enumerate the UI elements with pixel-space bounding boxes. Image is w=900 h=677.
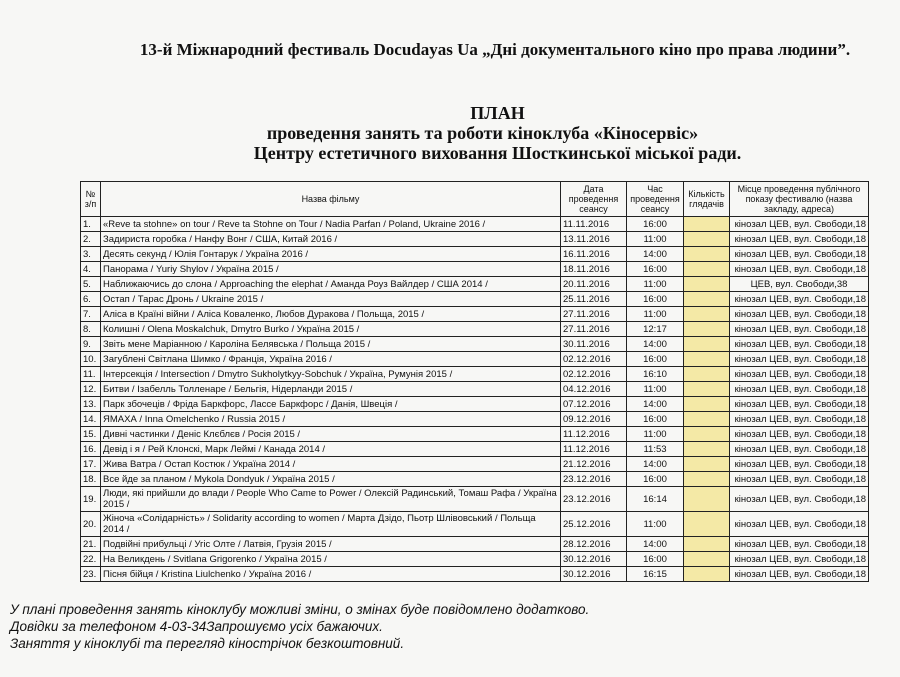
film-title-cell: Жива Ватра / Остап Костюк / Україна 2014 / [101,457,561,472]
session-date-cell: 09.12.2016 [561,412,627,427]
plan-organization: Центру естетичного виховання Шосткинської міської ради. [253,143,742,163]
session-time-cell: 11:00 [627,307,684,322]
session-time-cell: 14:00 [627,397,684,412]
venue-cell: ЦЕВ, вул. Свободи,38 [730,277,869,292]
venue-cell: кінозал ЦЕВ, вул. Свободи,18 [730,397,869,412]
table-row [81,427,869,442]
venue-cell: кінозал ЦЕВ, вул. Свободи,18 [730,567,869,582]
row-number-cell: 13. [81,397,101,412]
table-row [81,512,869,537]
film-title-cell: Все йде за планом / Mykola Dondyuk / Україна 2015 / [101,472,561,487]
row-number-cell: 1. [81,217,101,232]
viewers-count-cell [684,397,730,412]
session-time-cell: 14:00 [627,537,684,552]
table-row [81,352,869,367]
session-time-cell: 11:00 [627,382,684,397]
row-number-cell: 18. [81,472,101,487]
row-number-cell: 21. [81,537,101,552]
venue-cell: кінозал ЦЕВ, вул. Свободи,18 [730,217,869,232]
session-time-cell: 16:00 [627,217,684,232]
venue-cell: кінозал ЦЕВ, вул. Свободи,18 [730,427,869,442]
table-row [81,552,869,567]
session-date-cell: 23.12.2016 [561,487,627,512]
venue-cell: кінозал ЦЕВ, вул. Свободи,18 [730,552,869,567]
venue-cell: кінозал ЦЕВ, вул. Свободи,18 [730,537,869,552]
film-title-cell: Десять секунд / Юлія Гонтарук / Україна 2016 / [101,247,561,262]
venue-cell: кінозал ЦЕВ, вул. Свободи,18 [730,322,869,337]
festival-title: 13-й Міжнародний фестиваль Docudayas Ua „Дні документального кіно про права людини”. [139,40,851,59]
table-row [81,412,869,427]
viewers-count-cell [684,512,730,537]
venue-cell: кінозал ЦЕВ, вул. Свободи,18 [730,457,869,472]
film-title-cell: Звіть мене Маріанною / Кароліна Белявська / Польща 2015 / [101,337,561,352]
film-title-cell: Жіноча «Солідарність» / Solidarity according to women / Марта Дзідо, Пьотр Шлівовський / Польща 2014 / [101,512,561,537]
viewers-count-cell [684,367,730,382]
row-number-cell: 22. [81,552,101,567]
session-time-cell: 11:00 [627,232,684,247]
viewers-count-cell [684,552,730,567]
venue-cell: кінозал ЦЕВ, вул. Свободи,18 [730,307,869,322]
viewers-count-cell [684,537,730,552]
session-time-cell: 16:15 [627,567,684,582]
viewers-count-cell [684,382,730,397]
viewers-count-cell [684,412,730,427]
session-date-cell: 30.11.2016 [561,337,627,352]
row-number-cell: 10. [81,352,101,367]
table-row [81,567,869,582]
venue-cell: кінозал ЦЕВ, вул. Свободи,18 [730,512,869,537]
row-number-cell: 23. [81,567,101,582]
session-date-cell: 27.11.2016 [561,307,627,322]
table-row [81,262,869,277]
table-row [81,457,869,472]
session-date-cell: 11.12.2016 [561,442,627,457]
table-row [81,292,869,307]
table-row [81,472,869,487]
viewers-count-cell [684,427,730,442]
venue-cell: кінозал ЦЕВ, вул. Свободи,18 [730,472,869,487]
table-header-row [81,182,869,217]
session-date-cell: 21.12.2016 [561,457,627,472]
film-title-cell: Остап / Тарас Дронь / Ukraine 2015 / [101,292,561,307]
footer-notes [10,601,870,652]
row-number-cell: 14. [81,412,101,427]
viewers-count-cell [684,262,730,277]
row-number-cell: 15. [81,427,101,442]
viewers-count-cell [684,307,730,322]
session-date-cell: 30.12.2016 [561,567,627,582]
footer-note-phone: Довідки за телефоном 4-03-34Запрошуємо усіх бажаючих. [10,619,383,634]
session-time-cell: 16:00 [627,292,684,307]
session-time-cell: 11:00 [627,512,684,537]
viewers-count-cell [684,292,730,307]
viewers-count-cell [684,442,730,457]
session-time-cell: 14:00 [627,457,684,472]
row-number-cell: 11. [81,367,101,382]
film-title-cell: Подвійні прибульці / Угіс Олте / Латвія, Грузія 2015 / [101,537,561,552]
session-date-cell: 16.11.2016 [561,247,627,262]
row-number-cell: 20. [81,512,101,537]
session-time-cell: 11:00 [627,427,684,442]
session-time-cell: 16:14 [627,487,684,512]
row-number-cell: 6. [81,292,101,307]
film-title-cell: Панорама / Yuriy Shylov / Україна 2015 / [101,262,561,277]
session-time-cell: 16:10 [627,367,684,382]
table-row [81,442,869,457]
viewers-count-cell [684,352,730,367]
film-title-cell: Дивні частинки / Деніс Клєблєв / Росія 2015 / [101,427,561,442]
session-date-cell: 13.11.2016 [561,232,627,247]
session-date-cell: 23.12.2016 [561,472,627,487]
session-time-cell: 16:00 [627,472,684,487]
row-number-cell: 5. [81,277,101,292]
table-row [81,382,869,397]
film-title-cell: Девід і я / Рей Клонскі, Марк Леймі / Канада 2014 / [101,442,561,457]
table-row [81,487,869,512]
column-header-film: Назва фільму [101,182,561,217]
film-title-cell: Загублені Світлана Шимко / Франція, Україна 2016 / [101,352,561,367]
session-date-cell: 30.12.2016 [561,552,627,567]
table-row [81,397,869,412]
venue-cell: кінозал ЦЕВ, вул. Свободи,18 [730,352,869,367]
session-date-cell: 18.11.2016 [561,262,627,277]
session-time-cell: 16:00 [627,552,684,567]
row-number-cell: 7. [81,307,101,322]
row-number-cell: 2. [81,232,101,247]
row-number-cell: 17. [81,457,101,472]
venue-cell: кінозал ЦЕВ, вул. Свободи,18 [730,337,869,352]
film-title-cell: ЯМАХА / Inna Omelchenko / Russia 2015 / [101,412,561,427]
schedule-table [80,181,869,582]
plan-heading [0,103,900,163]
venue-cell: кінозал ЦЕВ, вул. Свободи,18 [730,292,869,307]
session-date-cell: 04.12.2016 [561,382,627,397]
film-title-cell: Інтерсекція / Intersection / Dmytro Sukholytkyy-Sobchuk / Україна, Румунія 2015 / [101,367,561,382]
film-title-cell: Колишні / Olena Moskalchuk, Dmytro Burko / Україна 2015 / [101,322,561,337]
table-row [81,232,869,247]
viewers-count-cell [684,567,730,582]
plan-title: ПЛАН [470,103,525,123]
viewers-count-cell [684,472,730,487]
session-date-cell: 27.11.2016 [561,322,627,337]
film-title-cell: На Великдень / Svitlana Grigorenko / Україна 2015 / [101,552,561,567]
session-time-cell: 11:00 [627,277,684,292]
session-date-cell: 25.12.2016 [561,512,627,537]
plan-subtitle: проведення занять та роботи кіноклуба «Кіносервіс» [266,123,699,143]
table-row [81,367,869,382]
schedule-table-body [81,217,869,582]
row-number-cell: 12. [81,382,101,397]
film-title-cell: Битви / Ізабелль Толленаре / Бельгія, Нідерланди 2015 / [101,382,561,397]
viewers-count-cell [684,247,730,262]
film-title-cell: Аліса в Країні війни / Аліса Коваленко, Любов Дуракова / Польща, 2015 / [101,307,561,322]
venue-cell: кінозал ЦЕВ, вул. Свободи,18 [730,412,869,427]
viewers-count-cell [684,457,730,472]
row-number-cell: 16. [81,442,101,457]
footer-note-free: Заняття у кіноклубі та перегляд кінострічок безкоштовний. [10,636,405,651]
venue-cell: кінозал ЦЕВ, вул. Свободи,18 [730,382,869,397]
session-time-cell: 16:00 [627,412,684,427]
viewers-count-cell [684,337,730,352]
table-row [81,307,869,322]
viewers-count-cell [684,322,730,337]
session-time-cell: 12:17 [627,322,684,337]
row-number-cell: 8. [81,322,101,337]
column-header-date: Дата проведення сеансу [561,182,627,217]
film-title-cell: Наближаючись до слона / Approaching the elephat / Аманда Роуз Вайлдер / США 2014 / [101,277,561,292]
session-date-cell: 20.11.2016 [561,277,627,292]
column-header-time: Час проведення сеансу [627,182,684,217]
venue-cell: кінозал ЦЕВ, вул. Свободи,18 [730,442,869,457]
session-date-cell: 02.12.2016 [561,352,627,367]
session-time-cell: 11:53 [627,442,684,457]
column-header-viewers: Кількість глядачів [684,182,730,217]
table-row [81,322,869,337]
session-time-cell: 16:00 [627,352,684,367]
row-number-cell: 4. [81,262,101,277]
film-title-cell: Парк збочеців / Фріда Баркфорс, Лассе Баркфорс / Данія, Швеція / [101,397,561,412]
table-row [81,277,869,292]
footer-note-changes: У плані проведення занять кіноклубу можливі зміни, о змінах буде повідомлено додатково. [10,602,590,617]
venue-cell: кінозал ЦЕВ, вул. Свободи,18 [730,487,869,512]
session-time-cell: 14:00 [627,337,684,352]
venue-cell: кінозал ЦЕВ, вул. Свободи,18 [730,232,869,247]
session-date-cell: 02.12.2016 [561,367,627,382]
row-number-cell: 9. [81,337,101,352]
row-number-cell: 3. [81,247,101,262]
session-date-cell: 07.12.2016 [561,397,627,412]
table-row [81,337,869,352]
venue-cell: кінозал ЦЕВ, вул. Свободи,18 [730,247,869,262]
viewers-count-cell [684,217,730,232]
session-date-cell: 11.12.2016 [561,427,627,442]
session-time-cell: 14:00 [627,247,684,262]
film-title-cell: Люди, які прийшли до влади / People Who Came to Power / Олексій Радинський, Томаш Рафа / Україна 2015 / [101,487,561,512]
session-date-cell: 25.11.2016 [561,292,627,307]
column-header-number: № з/п [81,182,101,217]
viewers-count-cell [684,232,730,247]
table-row [81,247,869,262]
row-number-cell: 19. [81,487,101,512]
session-date-cell: 11.11.2016 [561,217,627,232]
viewers-count-cell [684,277,730,292]
column-header-venue: Місце проведення публічного показу фестивалю (назва закладу, адреса) [730,182,869,217]
viewers-count-cell [684,487,730,512]
film-title-cell: Задириста горобка / Нанфу Вонг / США, Китай 2016 / [101,232,561,247]
table-row [81,217,869,232]
film-title-cell: Пісня бійця / Kristina Liulchenko / Україна 2016 / [101,567,561,582]
session-date-cell: 28.12.2016 [561,537,627,552]
venue-cell: кінозал ЦЕВ, вул. Свободи,18 [730,262,869,277]
table-row [81,537,869,552]
session-time-cell: 16:00 [627,262,684,277]
film-title-cell: «Reve ta stohne» on tour / Reve ta Stohne on Tour / Nadia Parfan / Poland, Ukraine 2016 / [101,217,561,232]
venue-cell: кінозал ЦЕВ, вул. Свободи,18 [730,367,869,382]
